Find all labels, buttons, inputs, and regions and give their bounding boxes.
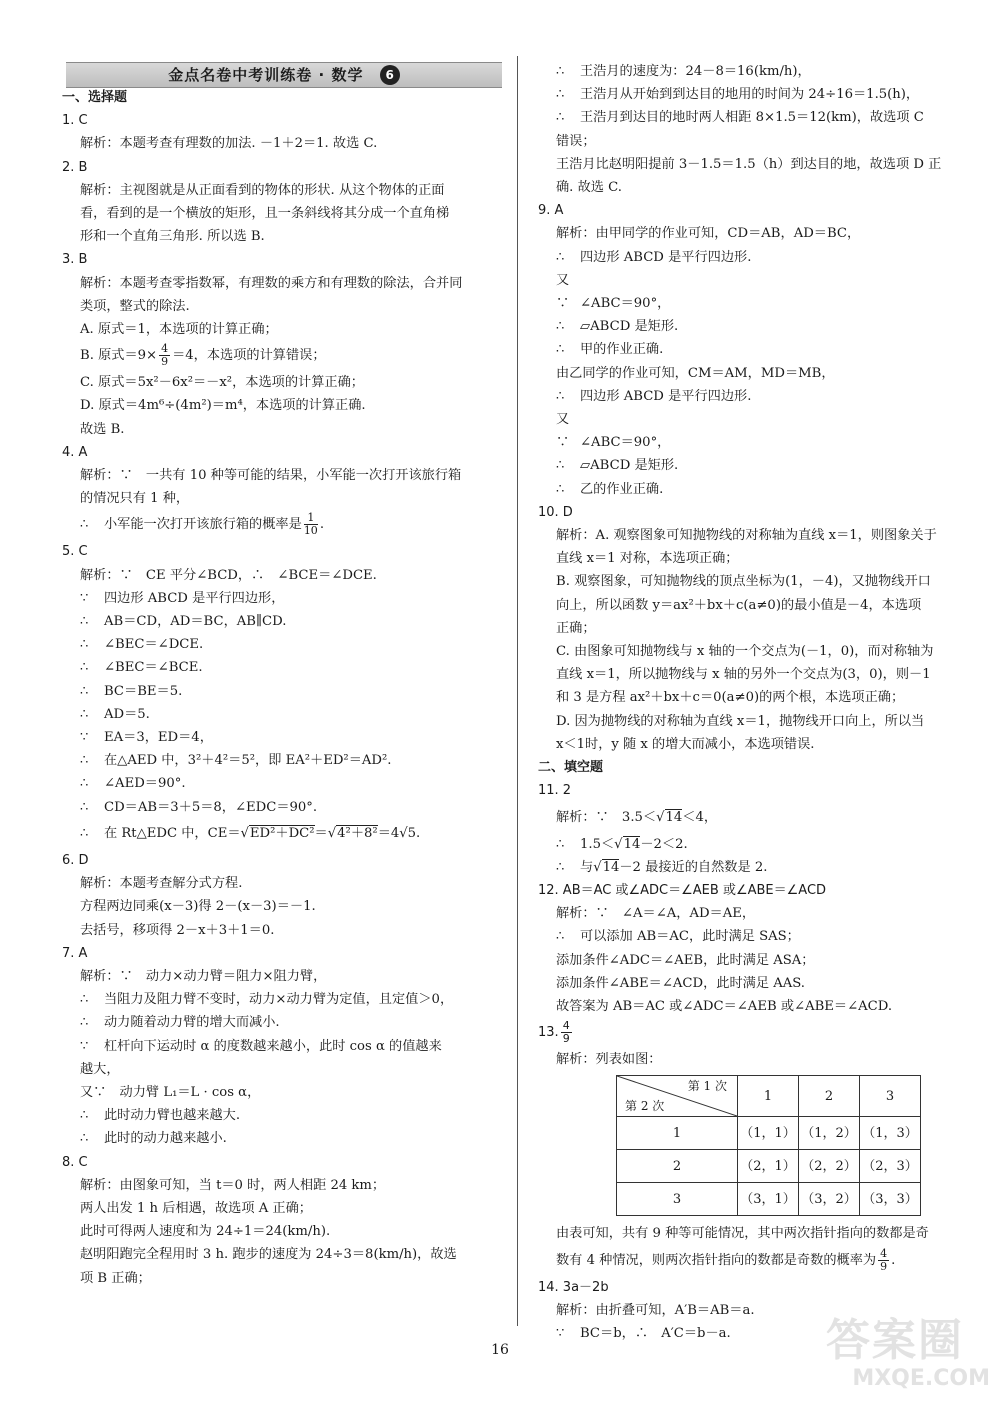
denominator: 9: [880, 1259, 888, 1273]
text: 王浩月从开始到到达目的地用的时间为 24÷16＝1.5(h)，: [580, 87, 920, 103]
corner-label-first: 第 1 次: [687, 1079, 727, 1094]
denominator: 10: [303, 524, 318, 538]
outcome-table: [616, 1075, 921, 1216]
text: 四边形 ABCD 是平行四边形，: [104, 590, 285, 606]
text: ＝4，本选项的计算错误；: [172, 348, 326, 364]
table-cell: （1，3）: [860, 1117, 921, 1150]
explanation-line: [62, 772, 508, 795]
radicand: 14: [602, 859, 620, 875]
logic-symbol: ∴: [556, 929, 565, 945]
explanation-line: [62, 749, 508, 772]
numerator: 4: [880, 1246, 888, 1260]
text: 1.5＜: [580, 836, 615, 852]
explanation: 项 B 正确；: [80, 1270, 151, 1286]
table-cell: （2，3）: [860, 1150, 921, 1183]
text: 四边形 ABCD 是平行四边形.: [580, 388, 752, 404]
logic-symbol: ∴: [80, 1015, 89, 1031]
explanation-line: [538, 83, 978, 106]
text: －2 最接近的自然数是 2.: [619, 859, 768, 875]
logic-symbol: ∴: [556, 481, 565, 497]
explanation-line: [538, 478, 978, 501]
explanation: 直线 x＝1，所以抛物线与 x 轴的另外一个交点为(3，0)，则－1: [556, 667, 931, 683]
explanation: 王浩月比赵明阳提前 3－1.5＝1.5（h）到达目的地，故选项 D 正: [556, 156, 942, 172]
numerator: 4: [161, 342, 169, 356]
table-row: [617, 1150, 921, 1183]
text: 此时动力臂也越来越大.: [104, 1108, 241, 1124]
text: 此时的动力越来越小.: [104, 1131, 227, 1147]
watermark-text: 答案圈: [826, 1315, 964, 1366]
table-cell: （2，1）: [738, 1150, 799, 1183]
text: CD＝AB＝3＋5＝8，∠EDC＝90°.: [104, 799, 318, 815]
denominator: 9: [161, 355, 169, 369]
text: 王浩月到达目的地时两人相距 8×1.5＝12(km)，故选项 C: [580, 110, 924, 126]
explanation-line: [538, 269, 978, 315]
table-cell: （1，2）: [799, 1117, 860, 1150]
explanation: 又∵ 动力臂 L₁＝L · cos α，: [80, 1084, 261, 1100]
logic-symbol: ∴: [556, 859, 565, 875]
answer-3: 3. B: [62, 252, 88, 268]
explanation: D. 原式＝4m⁶÷(4m²)＝m⁴，本选项的计算正确.: [80, 398, 366, 414]
text: ＜4，: [682, 809, 718, 825]
text: AB＝CD，AD＝BC，AB∥CD.: [104, 614, 287, 630]
logic-symbol: ∴: [80, 1131, 89, 1147]
text: 在 Rt△EDC 中，CE＝: [104, 825, 241, 841]
explanation-line: [538, 315, 978, 338]
table-header-row: [617, 1076, 921, 1117]
watermark-url: MXQE.COM: [852, 1366, 990, 1391]
explanation-line: [62, 633, 508, 656]
logic-symbol: ∴: [556, 87, 565, 103]
logic-symbol: ∴: [556, 836, 565, 852]
radicand: 14: [623, 836, 641, 852]
explanation: 解析：∵ 3.5＜√14＜4，: [556, 809, 718, 825]
section-heading: 二、填空题: [538, 760, 604, 776]
radicand: 4²＋8²: [337, 825, 378, 841]
right-column: [538, 60, 978, 1345]
row-header: 1: [617, 1117, 738, 1150]
logic-symbol: ∴: [80, 660, 89, 676]
text: .: [319, 517, 325, 533]
fraction: [304, 512, 318, 537]
text: 13.: [538, 1025, 559, 1041]
answer-1: 1. C: [62, 113, 88, 129]
table-cell: （3，1）: [738, 1183, 799, 1216]
explanation: A. 原式＝1，本选项的计算正确；: [80, 322, 278, 338]
table-cell: （3，3）: [860, 1183, 921, 1216]
column-header: 1: [738, 1076, 799, 1117]
text: 小军能一次打开该旅行箱的概率是: [104, 517, 302, 533]
answer-9: 9. A: [538, 203, 564, 219]
text: 与: [580, 859, 594, 875]
logic-symbol: ∵: [80, 1038, 89, 1054]
explanation: 方程两边同乘(x－3)得 2－(x－3)＝－1.: [80, 899, 316, 915]
text: ▱ABCD 是矩形.: [580, 458, 679, 474]
answer-11: 11. 2: [538, 783, 572, 799]
explanation-line: ∴ 在 Rt△EDC 中，CE＝√ED²＋DC²＝√4²＋8²＝4√5.: [62, 819, 508, 849]
explanation: 的情况只有 1 种，: [80, 491, 190, 507]
explanation-line: [538, 106, 978, 129]
explanation: B. 观察图象，可知抛物线的顶点坐标为(1，－4)，又抛物线开口: [556, 574, 931, 590]
text: B. 原式＝9×: [80, 348, 158, 364]
explanation-line: ∴ 与√14－2 最接近的自然数是 2.: [538, 856, 978, 879]
answer-7: 7. A: [62, 945, 88, 961]
explanation-line: [62, 796, 508, 819]
fraction: [159, 343, 170, 368]
explanation-line: [62, 680, 508, 703]
explanation: 解析：由折叠可知，A′B＝AB＝a.: [556, 1302, 755, 1318]
fraction: [561, 1020, 572, 1045]
fraction: [878, 1248, 889, 1273]
explanation: 直线 x＝1 对称，本选项正确；: [556, 551, 739, 567]
explanation-line: [62, 610, 508, 633]
logic-symbol: ∴: [80, 753, 89, 769]
explanation: 故答案为 AB＝AC 或∠ADC＝∠AEB 或∠ABE＝∠ACD.: [556, 998, 893, 1014]
explanation: C. 由图象可知抛物线与 x 轴的一个交点为(－1，0)，而对称轴为: [556, 644, 934, 660]
watermark-logo: [826, 1316, 996, 1400]
explanation-line: [62, 587, 508, 610]
text: ∠BEC＝∠BCE.: [104, 660, 203, 676]
logic-symbol: ∵: [80, 590, 89, 606]
table-row: [617, 1183, 921, 1216]
explanation: 两人出发 1 h 后相遇，故选项 A 正确；: [80, 1200, 312, 1216]
table-cell: （3，2）: [799, 1183, 860, 1216]
logic-symbol: ∴: [80, 776, 89, 792]
radicand: ED²＋DC²: [249, 825, 315, 841]
logic-symbol: ∴: [556, 249, 565, 265]
logic-symbol: 又∵: [556, 412, 570, 451]
explanation: 解析：本题考查有理数的加法. －1＋2＝1. 故选 C.: [80, 136, 378, 152]
explanation-line: [538, 408, 978, 454]
text: 四边形 ABCD 是平行四边形.: [580, 249, 752, 265]
answer-6: 6. D: [62, 852, 89, 868]
logic-symbol: ∴: [80, 825, 89, 841]
row-header: 3: [617, 1183, 738, 1216]
explanation: 解析：由甲同学的作业可知，CD＝AB，AD＝BC，: [556, 226, 861, 242]
explanation: 错误；: [556, 133, 596, 149]
text: ∠ABC＝90°，: [580, 296, 671, 312]
table-row: [617, 1117, 921, 1150]
explanation: 解析：列表如图：: [556, 1052, 662, 1068]
explanation: 添加条件∠ADC＝∠AEB，此时满足 ASA；: [556, 952, 815, 968]
explanation: 解析：∵ 动力×动力臂＝阻力×阻力臂，: [80, 968, 327, 984]
text: 当阻力及阻力臂不变时，动力×动力臂为定值，且定值＞0，: [104, 992, 454, 1008]
explanation-line: [62, 656, 508, 679]
header-badge: 6: [380, 65, 400, 85]
explanation: 解析：∵ 一共有 10 种等可能的结果，小军能一次打开该旅行箱: [80, 468, 462, 484]
explanation: 解析：A. 观察图象可知抛物线的对称轴为直线 x＝1，则图象关于: [556, 528, 937, 544]
logic-symbol: ∴: [80, 706, 89, 722]
text: 杠杆向下运动时 α 的度数越来越小，此时 cos α 的值越来: [104, 1038, 442, 1054]
explanation: 解析：∵ ∠A＝∠A，AD＝AE，: [556, 906, 756, 922]
page-number: 16: [491, 1342, 509, 1358]
text: BC＝BE＝5.: [104, 683, 183, 699]
section-heading: 一、选择题: [62, 90, 128, 105]
logic-symbol: ∴: [80, 1108, 89, 1124]
row-header: 2: [617, 1150, 738, 1183]
explanation: 看，看到的是一个横放的矩形，且一条斜线将其分成一个直角梯: [80, 206, 450, 222]
column-divider: [517, 56, 518, 1326]
text: 动力随着动力臂的增大而减小.: [104, 1015, 280, 1031]
corner-label-second: 第 2 次: [625, 1099, 665, 1114]
explanation-line: [538, 60, 978, 83]
text: ＝: [314, 825, 328, 841]
answer-13: [538, 1018, 978, 1048]
answer-8: 8. C: [62, 1154, 88, 1170]
explanation: 向上，所以函数 y＝ax²＋bx＋c(a≠0)的最小值是－4，本选项: [556, 597, 922, 613]
logic-symbol: ∴: [80, 614, 89, 630]
explanation: 此时可得两人速度和为 24÷1＝24(km/h).: [80, 1224, 331, 1240]
logic-symbol: ∴: [80, 799, 89, 815]
explanation: D. 因为抛物线的对称轴为直线 x＝1，抛物线开口向上，所以当: [556, 713, 925, 729]
column-header: 3: [860, 1076, 921, 1117]
answer-12: 12. AB＝AC 或∠ADC＝∠AEB 或∠ABE＝∠ACD: [538, 882, 827, 898]
text: AD＝5.: [104, 706, 150, 722]
numerator: 4: [562, 1019, 570, 1033]
explanation: 和 3 是方程 ax²＋bx＋c＝0(a≠0)的两个根，本选项正确；: [556, 690, 905, 706]
table-cell: （1，1）: [738, 1117, 799, 1150]
denominator: 9: [562, 1032, 570, 1046]
explanation-line: ∴ 1.5＜√14－2＜2.: [538, 833, 978, 856]
explanation: 赵明阳跑完全程用时 3 h. 跑步的速度为 24÷3＝8(km/h)，故选: [80, 1247, 457, 1263]
numerator: 1: [304, 512, 318, 525]
explanation-line: [538, 338, 978, 361]
text: EA＝3，ED＝4，: [104, 730, 213, 746]
logic-symbol: ∴: [80, 637, 89, 653]
explanation: 正确；: [556, 620, 596, 636]
explanation: 形和一个直角三角形. 所以选 B.: [80, 229, 265, 245]
explanation: 由表可知，共有 9 种等可能情况，其中两次指针指向的数都是奇: [556, 1226, 929, 1242]
text: 甲的作业正确.: [580, 342, 664, 358]
explanation-line: [538, 385, 978, 408]
logic-symbol: ∵: [556, 1325, 565, 1341]
text: 乙的作业正确.: [580, 481, 664, 497]
logic-symbol: ∴: [556, 342, 565, 358]
logic-symbol: ∴: [80, 992, 89, 1008]
text: 王浩月的速度为：24－8＝16(km/h)，: [580, 64, 811, 79]
explanation: x＜1时，y 随 x 的增大而减小，本选项错误.: [556, 736, 815, 752]
explanation: [538, 1246, 978, 1276]
logic-symbol: ∴: [556, 110, 565, 126]
column-header: 2: [799, 1076, 860, 1117]
explanation: 由乙同学的作业可知，CM＝AM，MD＝MB，: [556, 365, 835, 381]
text: 数有 4 种情况，则两次指针指向的数都是奇数的概率为: [556, 1252, 877, 1268]
explanation-line: [538, 246, 978, 269]
text: ∠AED＝90°.: [104, 776, 186, 792]
explanation: 越大，: [80, 1061, 120, 1077]
answer-4: 4. A: [62, 444, 88, 460]
explanation-line: [62, 1127, 508, 1150]
explanation: 解析：由图象可知，当 t＝0 时，两人相距 24 km；: [80, 1177, 386, 1193]
explanation: 添加条件∠ABE＝∠ACD，此时满足 AAS.: [556, 975, 805, 991]
logic-symbol: ∴: [556, 319, 565, 335]
logic-symbol: ∴: [556, 388, 565, 404]
explanation-line: [62, 1104, 508, 1127]
logic-symbol: 又∵: [556, 272, 570, 312]
therefore-symbol: ∴: [80, 517, 89, 533]
explanation-line: [538, 454, 978, 477]
logic-symbol: ∴: [80, 683, 89, 699]
explanation: 故选 B.: [80, 421, 125, 437]
explanation: 解析：本题考查零指数幂，有理数的乘方和有理数的除法，合并同: [80, 275, 463, 291]
explanation-line: [62, 703, 508, 726]
answer-14: 14. 3a－2b: [538, 1279, 609, 1295]
answer-5: 5. C: [62, 544, 88, 560]
explanation: 解析：主视图就是从正面看到的物体的形状. 从这个物体的正面: [80, 182, 445, 198]
radicand: 14: [665, 809, 683, 825]
logic-symbol: ∵: [80, 730, 89, 746]
text: .: [891, 1252, 896, 1268]
text: 在△AED 中，3²＋4²＝5²，即 EA²＋ED²＝AD².: [104, 753, 392, 769]
table-corner-cell: [617, 1076, 738, 1117]
text: ∠ABC＝90°，: [580, 435, 671, 451]
text: －2＜2.: [640, 836, 688, 852]
explanation: 去括号，移项得 2－x＋3＋1＝0.: [80, 922, 275, 938]
explanation: 解析：本题考查解分式方程.: [80, 876, 243, 892]
explanation: 确. 故选 C.: [556, 180, 622, 196]
text: 可以添加 AB＝AC，此时满足 SAS；: [580, 929, 800, 945]
explanation: [62, 341, 508, 371]
answer-2: 2. B: [62, 159, 88, 175]
text: ＝4√5.: [377, 825, 421, 841]
explanation-line: [62, 726, 508, 749]
text: ∠BEC＝∠DCE.: [104, 637, 204, 653]
text: 解析：∵ 3.5＜: [556, 809, 657, 825]
explanation: 类项，整式的除法.: [80, 298, 190, 314]
answer-10: 10. D: [538, 504, 573, 520]
left-column: [62, 60, 508, 1290]
explanation-line: [62, 1011, 508, 1034]
table-cell: （2，2）: [799, 1150, 860, 1183]
explanation: [62, 510, 508, 540]
explanation-line: [62, 988, 508, 1011]
text: ▱ABCD 是矩形.: [580, 319, 679, 335]
explanation-line: [62, 1035, 508, 1058]
explanation: 解析：∵ CE 平分∠BCD，∴ ∠BCE＝∠DCE.: [80, 567, 377, 583]
logic-symbol: ∴: [556, 64, 565, 79]
explanation-line: [538, 925, 978, 948]
header-title: 金点名卷中考训练卷 · 数学: [168, 66, 364, 84]
explanation: C. 原式＝5x²－6x²＝－x²，本选项的计算正确；: [80, 375, 364, 391]
text: BC＝b，∴ A′C＝b－a.: [580, 1325, 731, 1341]
logic-symbol: ∴: [556, 458, 565, 474]
